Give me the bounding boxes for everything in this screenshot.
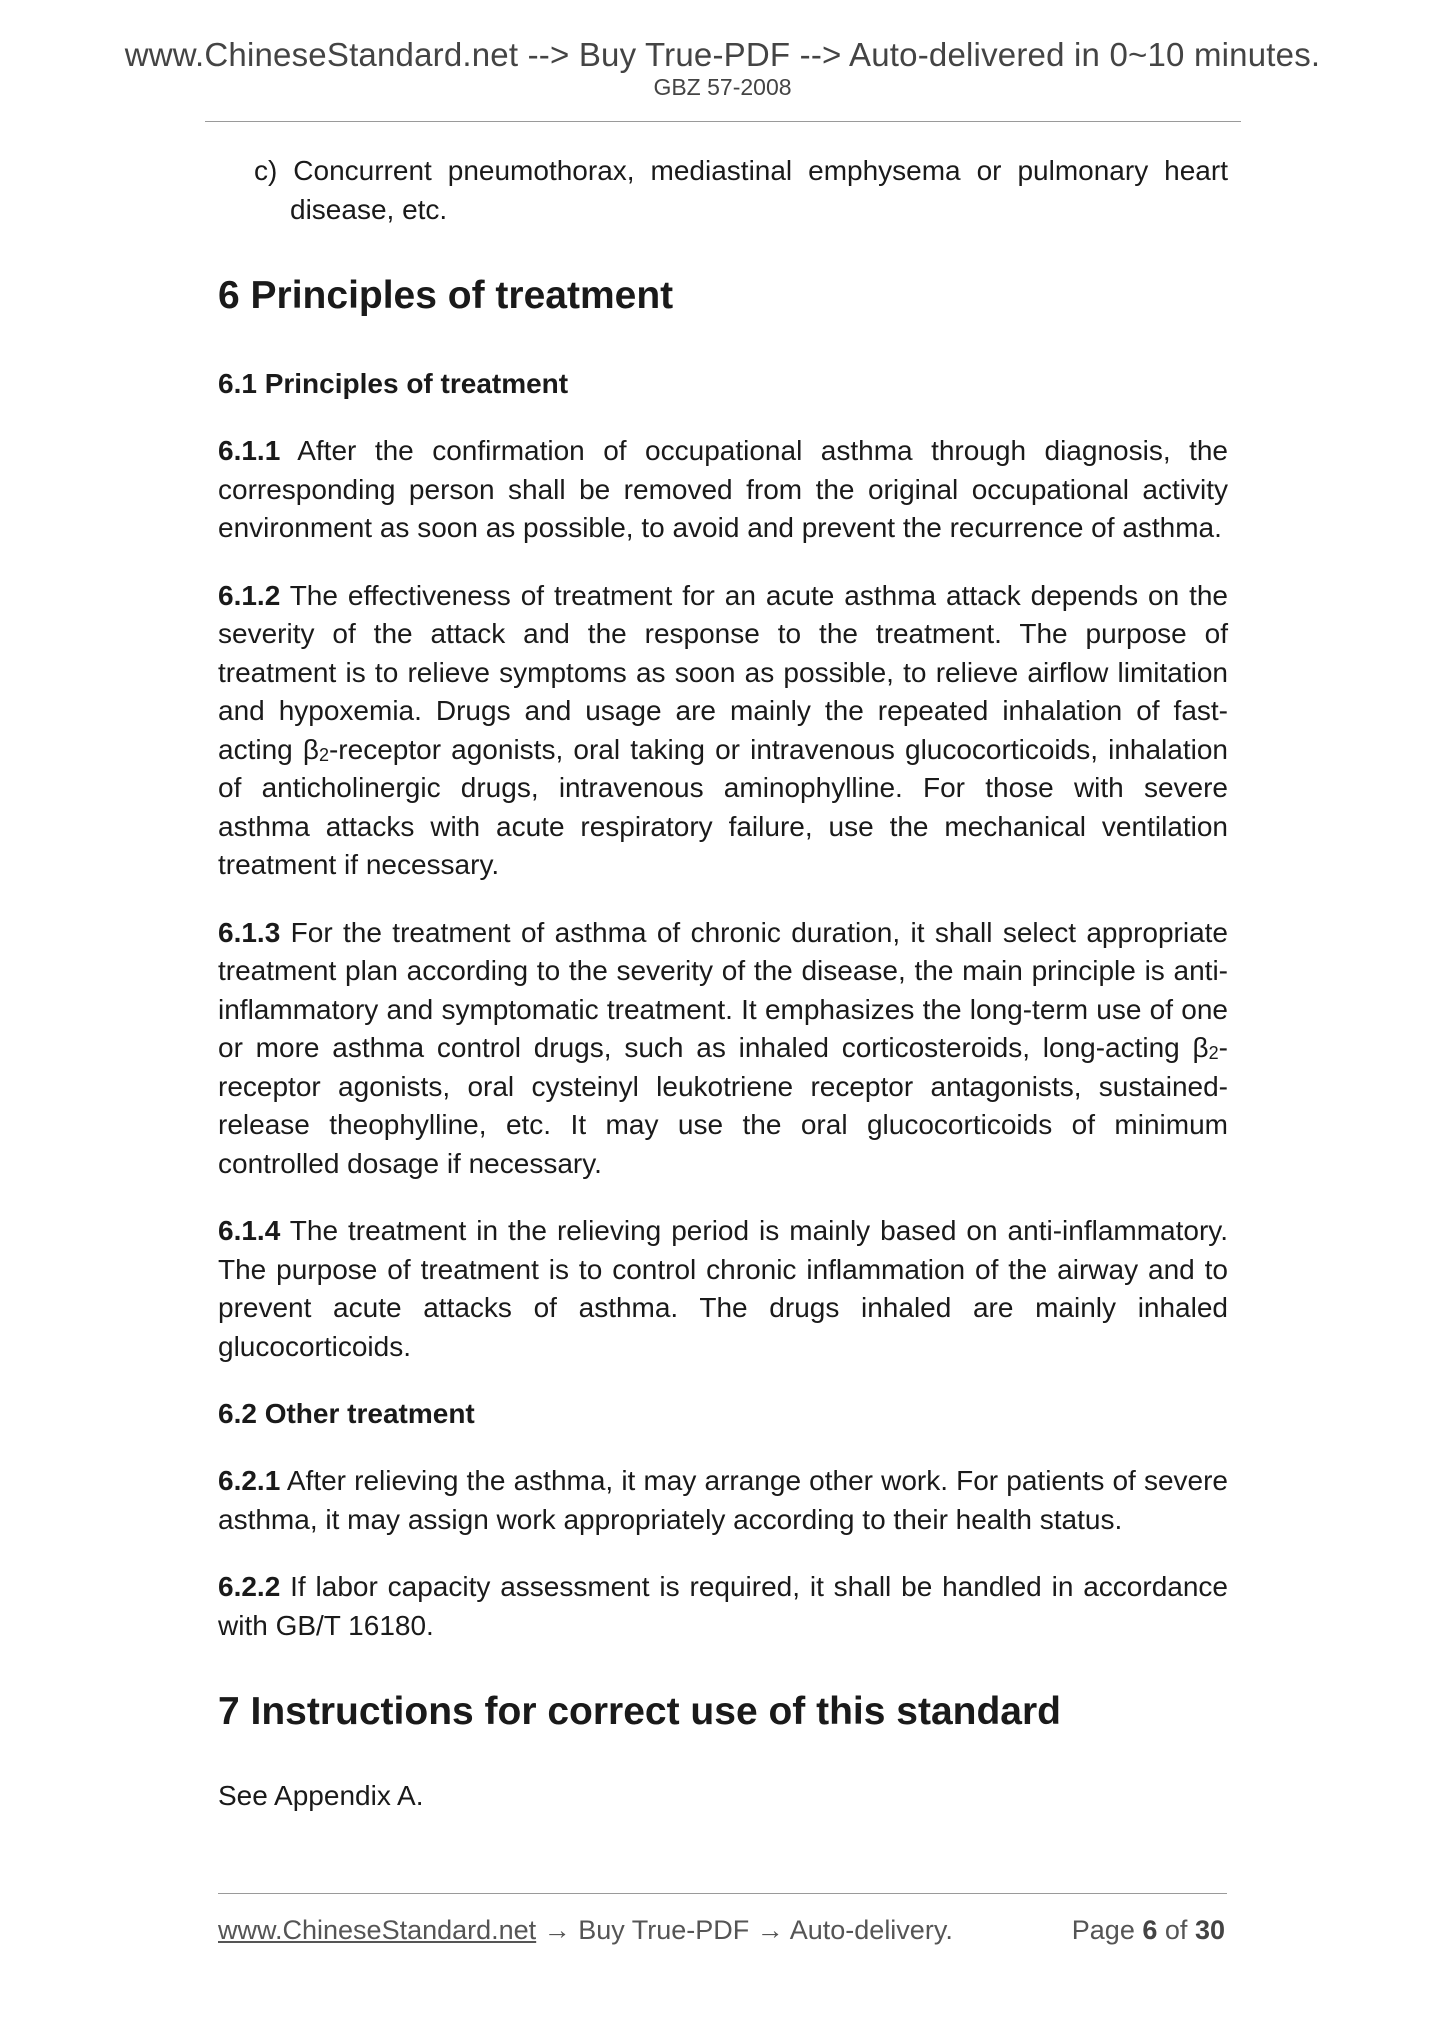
header-banner: www.ChineseStandard.net --> Buy True-PDF --> Auto-delivered in 0~10 minutes. — [124, 36, 1321, 73]
clause-6-1-1 — [218, 432, 1228, 548]
clause-text: After relieving the asthma, it may arrange other work. For patients of severe asthma, it may assign work appropriately according to their health status. — [218, 1465, 1228, 1535]
clause-number: 6.1.1 — [218, 435, 281, 466]
page-number: 6 — [1142, 1915, 1158, 1945]
standard-code: GBZ 57-2008 — [653, 74, 792, 100]
clause-text-continued: -receptor agonists, oral cysteinyl leukotriene receptor antagonists, sustained-release theophylline, etc. It may use the oral glucocorticoids of minimum controlled dosage if necessary. — [218, 1032, 1228, 1179]
clause-text: The treatment in the relieving period is mainly based on anti-inflammatory. The purpose of treatment is to control chronic inflammation of the airway and to prevent acute attacks of asthma. The drugs inhaled are mainly inhaled glucocorticoids. — [218, 1215, 1228, 1362]
subscript: 2 — [318, 744, 329, 765]
header-divider — [205, 121, 1241, 122]
section-7-heading: 7 Instructions for correct use of this standard — [218, 1690, 1061, 1733]
clause-number: 6.2.1 — [218, 1465, 281, 1496]
page-total: 30 — [1194, 1915, 1225, 1945]
page-content — [218, 152, 1228, 1845]
of-label: of — [1164, 1915, 1188, 1945]
clause-text: For the treatment of asthma of chronic duration, it shall select appropriate treatment plan according to the severity of the disease, the main principle is anti-inflammatory and symptomatic treatment. It emphasizes the long-term use of one or more asthma control drugs, such as inhaled corticosteroids, long-acting β — [218, 916, 1229, 1063]
clause-text: The effectiveness of treatment for an acute asthma attack depends on the severity of the attack and the response to the treatment. The purpose of treatment is to relieve symptoms as soon as possible, to relieve airflow limitation and hypoxemia. Drugs and usage are mainly the repeated inhalation of fast-acting β — [218, 579, 1228, 765]
clause-number: 6.1.3 — [218, 916, 281, 948]
clause-text-continued: -receptor agonists, oral taking or intravenous glucocorticoids, inhalation of anticholinergic drugs, intravenous aminophylline. For those with severe asthma attacks with acute respiratory failure, use the mechanical ventilation treatment if necessary. — [218, 733, 1228, 880]
footer-divider — [218, 1893, 1227, 1894]
clause-number: 6.1.2 — [218, 579, 281, 611]
section-6-2-heading: 6.2 Other treatment — [218, 1398, 475, 1429]
subscript: 2 — [1208, 1043, 1219, 1063]
clause-6-1-3 — [218, 914, 1228, 1184]
clause-number: 6.1.4 — [218, 1215, 281, 1246]
section-6-1-heading: 6.1 Principles of treatment — [218, 368, 569, 399]
clause-6-2-1 — [218, 1462, 1228, 1539]
footer-tagline: → Buy True-PDF → Auto-delivery. — [536, 1915, 953, 1945]
page-footer — [218, 1915, 1227, 1946]
clause-text: After the confirmation of occupational asthma through diagnosis, the corresponding person shall be removed from the original occupational activity environment as soon as possible, to avoid and prevent the recurrence of asthma. — [218, 435, 1228, 543]
list-item-c: c) Concurrent pneumothorax, mediastinal emphysema or pulmonary heart disease, etc. — [254, 155, 1228, 225]
footer-site-link[interactable]: www.ChineseStandard.net — [218, 1915, 537, 1945]
section-6-heading: 6 Principles of treatment — [218, 274, 674, 317]
clause-6-1-2 — [218, 577, 1228, 885]
clause-number: 6.2.2 — [218, 1571, 281, 1602]
page-indicator — [1072, 1915, 1225, 1946]
clause-6-2-2 — [218, 1568, 1228, 1645]
clause-text: If labor capacity assessment is required, it shall be handled in accordance with GB/T 16180. — [218, 1571, 1228, 1641]
clause-6-1-4 — [218, 1212, 1228, 1366]
page-label: Page — [1071, 1915, 1135, 1945]
section-7-text: See Appendix A. — [218, 1780, 424, 1811]
